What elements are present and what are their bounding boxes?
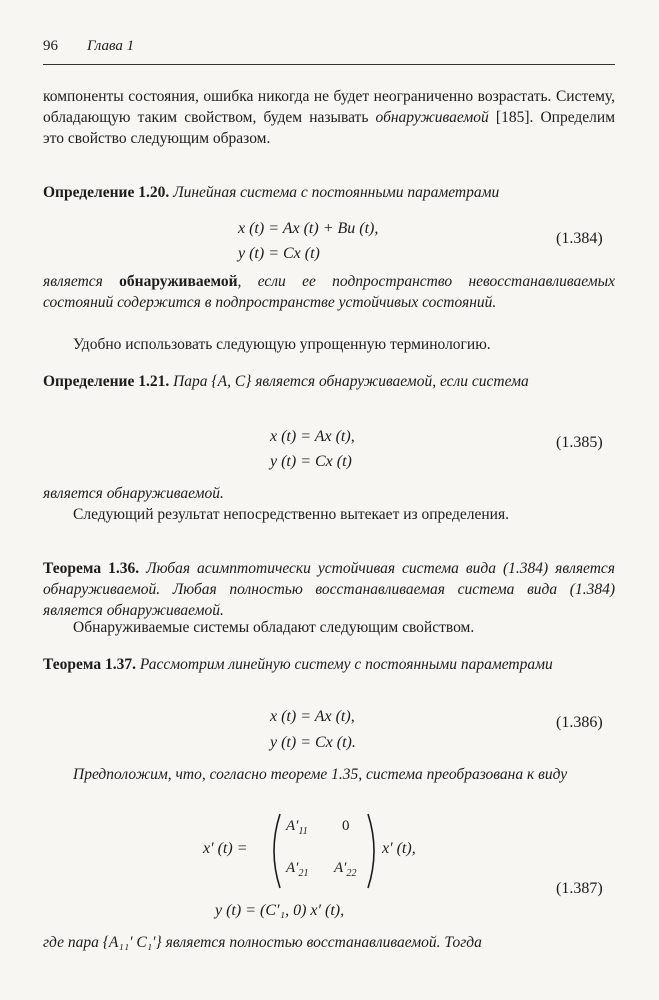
last-paragraph: где пара {A₁₁′ C₁′} является полностью восстанавливаемой. Тогда: [43, 934, 482, 951]
chapter-title: Глава 1: [87, 38, 135, 54]
matrix-a22-symbol: A′: [334, 860, 347, 876]
equation-number: (1.385): [556, 434, 603, 451]
theorem-text: Рассмотрим линейную систему с постоянными параметрами: [135, 656, 553, 673]
suppose-paragraph: Предположим, что, согласно теореме 1.35, система преобразована к виду: [73, 766, 568, 783]
theorem-label: Теорема 1.36.: [43, 560, 140, 577]
equation-1-384-line1: x (t) = Ax (t) + Bu (t),: [238, 220, 379, 237]
equation-1-387-lhs: x′ (t) =: [203, 840, 248, 857]
equation-number: (1.386): [556, 714, 603, 731]
equation-1-384-line2: y (t) = Cx (t): [238, 245, 320, 262]
result-paragraph: Следующий результат непосредственно вытекает из определения.: [73, 506, 509, 523]
matrix-zero: 0: [342, 818, 350, 834]
definition-text: Пара {A, C} является обнаруживаемой, если система: [169, 373, 529, 390]
equation-1-387-rhs: x′ (t),: [382, 840, 416, 857]
continuation-term: обнаруживаемой: [119, 273, 238, 290]
matrix-a11-sub: 11: [298, 826, 308, 837]
continuation-post: , если ее подпространство невосстанавливаемых состояний содержится в подпространстве устойчивых состояний.: [43, 273, 615, 311]
definition-label: Определение 1.20.: [43, 184, 170, 201]
page-header: [43, 38, 615, 65]
intro-paragraph: [43, 86, 615, 149]
matrix-a21: [286, 860, 308, 879]
equation-1-387-y: y (t) = (C′₁, 0) x′ (t),: [215, 902, 345, 919]
matrix-a21-sub: 21: [298, 868, 309, 879]
matrix-a11-symbol: A′: [286, 818, 299, 834]
matrix-a11: [286, 818, 308, 837]
equation-number: (1.387): [556, 880, 603, 897]
definition-1-21: [43, 371, 615, 392]
matrix-a22-sub: 22: [346, 868, 357, 879]
equation-1-386-line1: x (t) = Ax (t),: [270, 708, 355, 725]
theorem-text: Любая асимптотически устойчивая система вида (1.384) является обнаруживаемой. Любая полностью восстанавливаемая система вида (1.384) является обнаруживаемой.: [43, 560, 615, 619]
intro-text-end: [185]. Определим это свойство следующим образом.: [43, 109, 616, 147]
matrix-a21-symbol: A′: [286, 860, 299, 876]
equation-1-386-line2: y (t) = Cx (t).: [270, 734, 356, 751]
equation-1-385-line2: y (t) = Cx (t): [270, 453, 352, 470]
property-paragraph: Обнаруживаемые системы обладают следующим свойством.: [73, 619, 475, 636]
definition-label: Определение 1.21.: [43, 373, 170, 390]
intro-text: компоненты состояния, ошибка никогда не будет неограниченно возрастать. Систему, обладающую таким свойством, будем называть: [43, 88, 615, 126]
matrix-a22: [334, 860, 356, 879]
intro-term: обнаруживаемой: [375, 109, 489, 126]
definition-1-21-continuation: является обнаруживаемой.: [43, 485, 224, 502]
equation-1-385-line1: x (t) = Ax (t),: [270, 428, 355, 445]
terminology-note: Удобно использовать следующую упрощенную терминологию.: [73, 336, 491, 353]
definition-text: Линейная система с постоянными параметрами: [169, 184, 500, 201]
equation-number: (1.384): [556, 230, 603, 247]
theorem-1-37: [43, 654, 615, 675]
block-matrix: [268, 812, 380, 890]
continuation-pre: является: [43, 273, 120, 290]
definition-1-20-continuation: [43, 271, 615, 313]
theorem-label: Теорема 1.37.: [43, 656, 136, 673]
page-number: 96: [43, 38, 58, 54]
matrix-brackets: [268, 812, 380, 890]
theorem-1-36: [43, 558, 615, 621]
definition-1-20: [43, 182, 615, 203]
